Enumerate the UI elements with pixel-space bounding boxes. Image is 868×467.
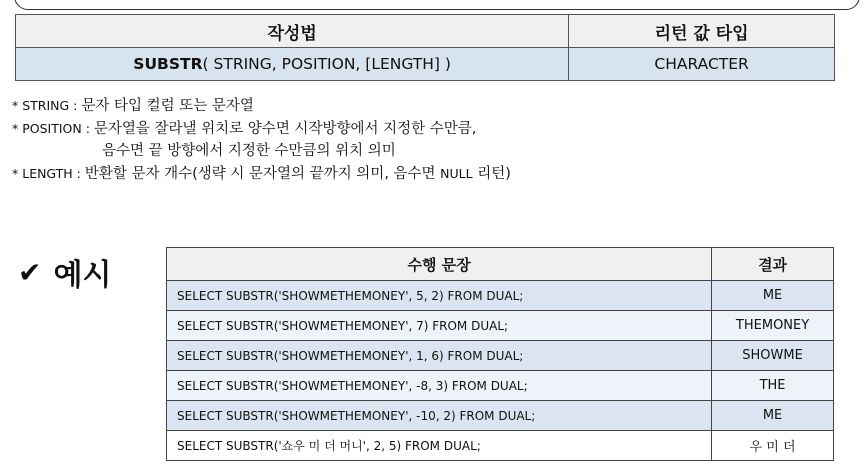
table-row <box>167 431 834 461</box>
syntax-table <box>15 14 835 81</box>
result-cell: THE <box>712 371 834 401</box>
examples-table <box>166 247 834 461</box>
note-position-key: * POSITION : <box>12 120 94 136</box>
sql-cell: SELECT SUBSTR('쇼우 미 더 머니', 2, 5) FROM DUAL; <box>167 431 712 461</box>
syntax-usage-cell <box>16 48 569 81</box>
example-title: 예시 <box>53 258 112 293</box>
table-row <box>167 371 834 401</box>
note-length-text-a: 반환할 문자 개수(생략 시 문자열의 끝까지 의미, 음수면 <box>84 165 441 182</box>
sql-cell: SELECT SUBSTR('SHOWMETHEMONEY', 7) FROM DUAL; <box>167 311 712 341</box>
note-length-key: * LENGTH : <box>12 165 85 181</box>
result-cell: ME <box>712 401 834 431</box>
sql-cell: SELECT SUBSTR('SHOWMETHEMONEY', 1, 6) FROM DUAL; <box>167 341 712 371</box>
sql-cell: SELECT SUBSTR('SHOWMETHEMONEY', -8, 3) FROM DUAL; <box>167 371 712 401</box>
note-position-continued: 음수면 끝 방향에서 지정한 수만큼의 위치 의미 <box>102 143 396 159</box>
result-cell: THEMONEY <box>712 311 834 341</box>
function-args: ( STRING, POSITION, [LENGTH] ) <box>202 55 451 73</box>
examples-header-result: 결과 <box>712 248 834 281</box>
syntax-row <box>16 48 835 81</box>
note-position <box>12 118 511 141</box>
result-cell: ME <box>712 281 834 311</box>
table-row <box>167 311 834 341</box>
parameter-notes <box>12 95 511 185</box>
syntax-header-usage: 작성법 <box>16 15 569 48</box>
result-cell: SHOWME <box>712 341 834 371</box>
examples-header-statement: 수행 문장 <box>167 248 712 281</box>
checkmark-icon: ✔ <box>18 255 42 289</box>
note-length <box>12 163 511 186</box>
table-row <box>167 341 834 371</box>
examples-header-row <box>167 248 834 281</box>
sql-cell: SELECT SUBSTR('SHOWMETHEMONEY', 5, 2) FROM DUAL; <box>167 281 712 311</box>
note-string <box>12 95 511 118</box>
note-string-key: * STRING : <box>12 98 82 113</box>
syntax-header-row <box>16 15 835 48</box>
note-position-text: 문자열을 잘라낼 위치로 양수면 시작방향에서 지정한 수만큼, <box>93 120 477 137</box>
table-row <box>167 281 834 311</box>
note-length-text-b: 리턴) <box>472 165 511 182</box>
sql-cell: SELECT SUBSTR('SHOWMETHEMONEY', -10, 2) FROM DUAL; <box>167 401 712 431</box>
note-length-null: NULL <box>440 165 473 181</box>
table-row <box>167 401 834 431</box>
note-string-text: 문자 타입 컬럼 또는 문자열 <box>81 98 254 114</box>
top-rounded-box <box>14 0 860 10</box>
syntax-header-return-type: 리턴 값 타입 <box>569 15 835 48</box>
function-name: SUBSTR <box>133 55 203 73</box>
example-heading <box>18 250 111 294</box>
syntax-return-type-cell: CHARACTER <box>569 48 835 81</box>
result-cell: 우 미 더 <box>712 431 834 461</box>
